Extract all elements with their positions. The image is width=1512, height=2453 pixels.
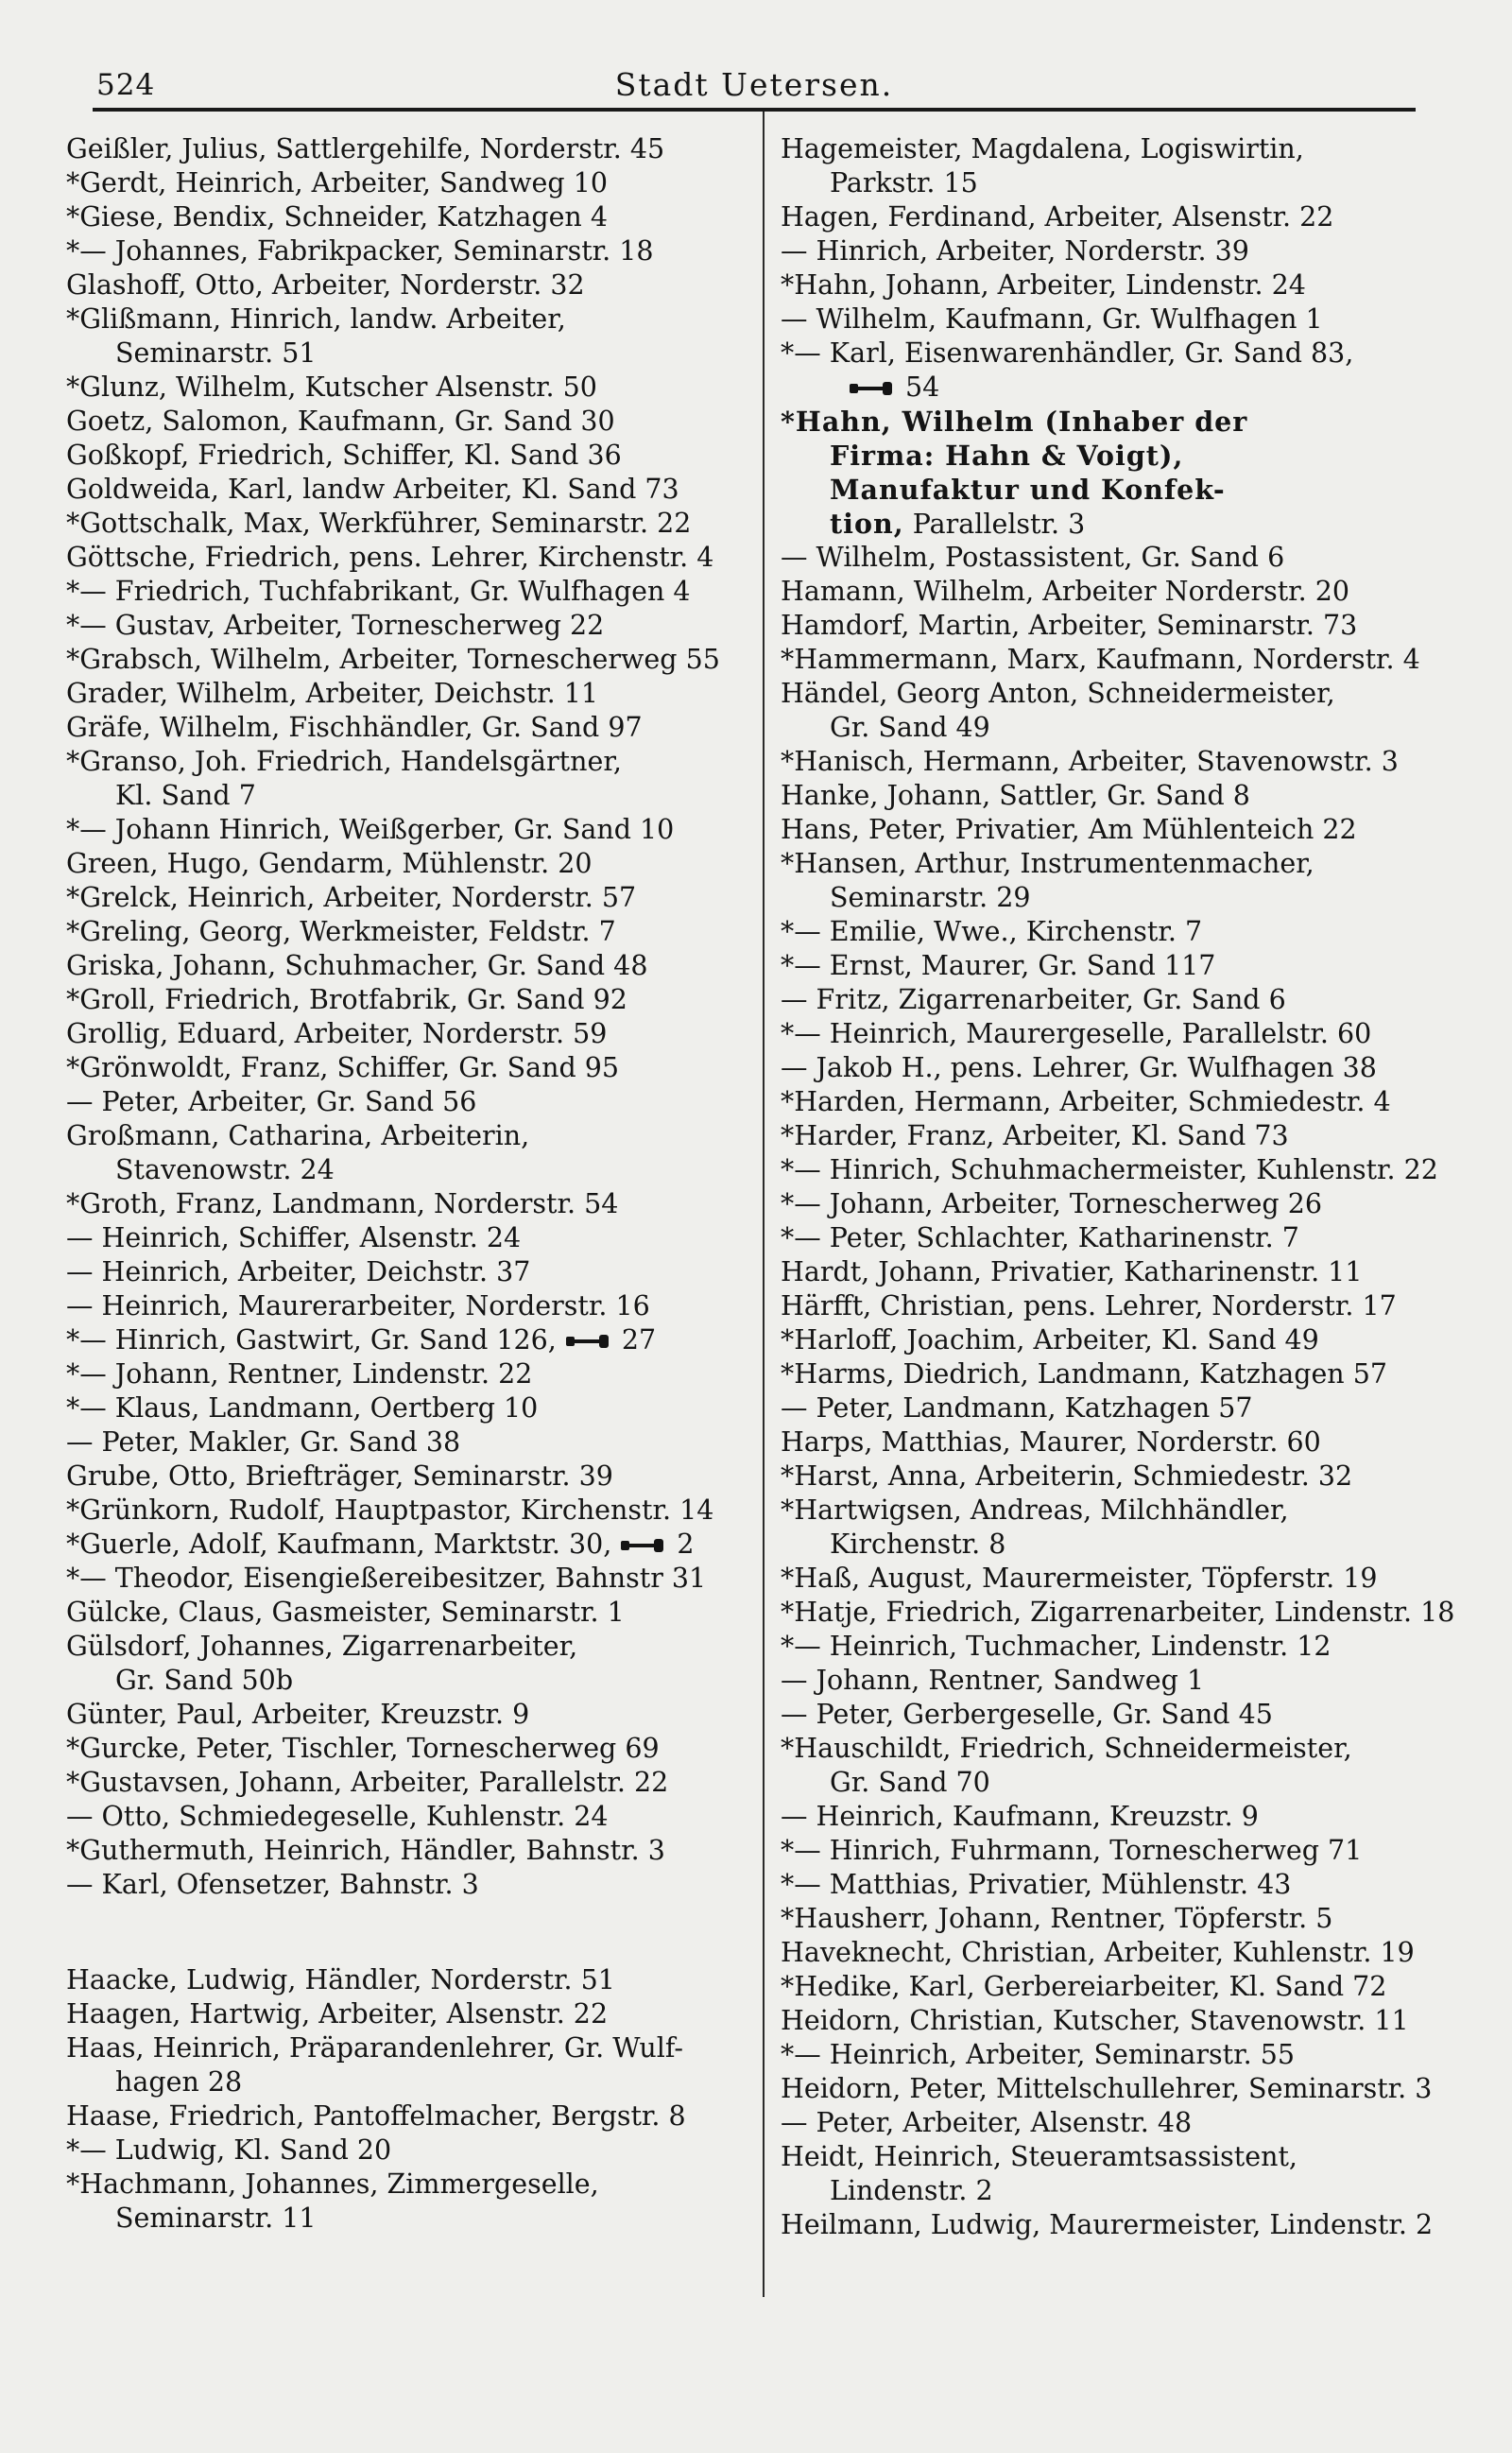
directory-entry-line [66,609,728,643]
entry-text: *Groll, Friedrich, Brotfabrik, Gr. Sand 92 [66,984,627,1015]
right-column [781,132,1470,2242]
directory-entry-line [66,1664,728,1698]
entry-text: — Peter, Arbeiter, Alsenstr. 48 [781,2107,1193,2138]
directory-entry-line [66,2133,728,2168]
entry-text: — Fritz, Zigarrenarbeiter, Gr. Sand 6 [781,984,1286,1015]
entry-text: *Harst, Anna, Arbeiterin, Schmiedestr. 32 [781,1460,1353,1492]
directory-entry-line [66,1494,728,1528]
directory-entry-line [781,541,1470,575]
directory-entry-line [66,2099,728,2133]
entry-text: *Hahn, Johann, Arbeiter, Lindenstr. 24 [781,269,1306,301]
directory-entry-line [781,2140,1470,2174]
entry-text: — Heinrich, Maurerarbeiter, Norderstr. 16 [66,1290,650,1322]
entry-text: Hans, Peter, Privatier, Am Mühlenteich 22 [781,814,1357,845]
entry-text: — Wilhelm, Postassistent, Gr. Sand 6 [781,542,1285,573]
directory-entry-line [66,915,728,949]
directory-entry-line [781,949,1470,983]
directory-entry-line [781,1834,1470,1868]
directory-entry-line [66,779,728,813]
directory-entry-line [66,302,728,337]
directory-entry-line [66,1119,728,1153]
entry-text: *Greling, Georg, Werkmeister, Feldstr. 7 [66,916,616,947]
entry-text: — Karl, Ofensetzer, Bahnstr. 3 [66,1869,479,1900]
directory-entry-line [781,2004,1470,2038]
entry-text: Grollig, Eduard, Arbeiter, Norderstr. 59 [66,1018,608,1049]
directory-entry-line [66,2168,728,2202]
directory-entry-line [781,1732,1470,1766]
page-header [93,49,1416,106]
entry-text: Heidorn, Christian, Kutscher, Stavenowstr. 11 [781,2005,1409,2036]
entry-text: Griska, Johann, Schuhmacher, Gr. Sand 48 [66,950,648,981]
directory-entry-line [781,1902,1470,1936]
entry-text: *Harloff, Joachim, Arbeiter, Kl. Sand 49 [781,1324,1319,1356]
directory-entry-line [66,1323,728,1357]
directory-entry-line [66,1732,728,1766]
directory-entry-line [781,609,1470,643]
directory-entry-line [66,337,728,371]
directory-entry-line [66,1766,728,1800]
entry-text: Parkstr. 15 [830,167,978,199]
directory-entry-line [66,1051,728,1085]
directory-entry-line [781,677,1470,711]
entry-text: *— Hinrich, Gastwirt, Gr. Sand 126, [66,1324,557,1356]
entry-text: Grube, Otto, Briefträger, Seminarstr. 39 [66,1460,613,1492]
entry-text: *Haß, August, Maurermeister, Töpferstr. 19 [781,1563,1378,1594]
directory-entry-line [66,745,728,779]
directory-entry-line [781,1936,1470,1970]
directory-entry-line [66,1255,728,1289]
directory-entry-line [66,1997,728,2031]
directory-entry-line [781,473,1470,507]
directory-entry-line [781,132,1470,166]
entry-text: Gülsdorf, Johannes, Zigarrenarbeiter, [66,1631,578,1662]
directory-entry-line [66,1289,728,1323]
entry-text: *— Friedrich, Tuchfabrikant, Gr. Wulfhagen 4 [66,576,691,607]
entry-text: *— Emilie, Wwe., Kirchenstr. 7 [781,916,1203,947]
entry-text: *Harder, Franz, Arbeiter, Kl. Sand 73 [781,1120,1289,1151]
entry-text: *— Theodor, Eisengießereibesitzer, Bahnstr 31 [66,1563,707,1594]
directory-entry-line [781,1323,1470,1357]
directory-entry-line [66,132,728,166]
directory-entry-line [781,1153,1470,1187]
entry-text: *Gerdt, Heinrich, Arbeiter, Sandweg 10 [66,167,608,199]
directory-entry-line [781,1051,1470,1085]
entry-text: *Grelck, Heinrich, Arbeiter, Norderstr. 57 [66,882,637,913]
directory-entry-line [781,1425,1470,1460]
directory-entry-line [781,439,1470,473]
directory-entry-line [66,1391,728,1425]
page-number: 524 [96,68,156,102]
directory-entry-line [781,1766,1470,1800]
directory-entry-line [781,779,1470,813]
directory-entry-line [66,268,728,302]
entry-text: — Wilhelm, Kaufmann, Gr. Wulfhagen 1 [781,303,1323,335]
entry-text: *— Heinrich, Tuchmacher, Lindenstr. 12 [781,1631,1332,1662]
entry-text: *Gustavsen, Johann, Arbeiter, Parallelstr. 22 [66,1767,669,1798]
entry-text: Green, Hugo, Gendarm, Mühlenstr. 20 [66,848,593,879]
entry-text: *Hachmann, Johannes, Zimmergeselle, [66,2168,599,2200]
directory-entry-line [781,2038,1470,2072]
directory-entry-line [66,575,728,609]
entry-text: *— Hinrich, Schuhmachermeister, Kuhlenstr. 22 [781,1154,1438,1185]
entry-text: *Guthermuth, Heinrich, Händler, Bahnstr. 3 [66,1835,665,1866]
entry-text: *Gottschalk, Max, Werkführer, Seminarstr. 22 [66,508,692,539]
directory-entry-line [781,2106,1470,2140]
directory-entry-line [781,983,1470,1017]
entry-text: *— Johann, Rentner, Lindenstr. 22 [66,1358,533,1390]
directory-entry-line [781,915,1470,949]
directory-entry-line [66,711,728,745]
running-title: Stadt Uetersen. [614,66,894,103]
directory-entry-line [781,1119,1470,1153]
entry-text: Goldweida, Karl, landw Arbeiter, Kl. Sand 73 [66,474,679,505]
entry-text: — Johann, Rentner, Sandweg 1 [781,1665,1205,1696]
entry-text: Haase, Friedrich, Pantoffelmacher, Bergstr. 8 [66,2100,686,2132]
directory-entry-line [781,881,1470,915]
directory-entry-line [66,1187,728,1221]
directory-entry-line [66,507,728,541]
entry-text: *Harden, Hermann, Arbeiter, Schmiedestr. 4 [781,1086,1391,1117]
entry-text: *Hedike, Karl, Gerbereiarbeiter, Kl. Sand 72 [781,1971,1387,2002]
entry-text: *— Ernst, Maurer, Gr. Sand 117 [781,950,1216,981]
entry-text: Kl. Sand 7 [115,780,256,811]
entry-text: *Gurcke, Peter, Tischler, Tornescherweg 69 [66,1733,660,1764]
directory-entry-line [781,371,1470,405]
entry-text: *Hanisch, Hermann, Arbeiter, Stavenowstr. 3 [781,746,1399,777]
directory-entry-line [781,1868,1470,1902]
entry-text: — Hinrich, Arbeiter, Norderstr. 39 [781,235,1249,267]
directory-entry-line [781,1800,1470,1834]
entry-text: *Guerle, Adolf, Kaufmann, Marktstr. 30, [66,1529,612,1560]
telephone-icon [849,379,896,398]
entry-text: — Peter, Arbeiter, Gr. Sand 56 [66,1086,477,1117]
entry-text: Goetz, Salomon, Kaufmann, Gr. Sand 30 [66,406,615,437]
entry-text: Gülcke, Claus, Gasmeister, Seminarstr. 1 [66,1597,625,1628]
directory-entry-line [66,2202,728,2236]
entry-text: Manufaktur und Konfek- [830,474,1226,506]
entry-text: Gr. Sand 49 [830,712,990,743]
entry-text: — Heinrich, Schiffer, Alsenstr. 24 [66,1222,522,1253]
directory-entry-line [66,371,728,405]
directory-entry-line [781,1698,1470,1732]
directory-entry-line [781,302,1470,337]
entry-text: *Hatje, Friedrich, Zigarrenarbeiter, Lindenstr. 18 [781,1597,1455,1628]
directory-entry-line [66,234,728,268]
directory-entry-line [781,2174,1470,2208]
entry-text: *— Gustav, Arbeiter, Tornescherweg 22 [66,610,605,641]
entry-text: Heidorn, Peter, Mittelschullehrer, Seminarstr. 3 [781,2073,1433,2104]
entry-text: Seminarstr. 11 [115,2203,317,2234]
directory-entry-line [66,1460,728,1494]
directory-entry-line [781,1460,1470,1494]
entry-text: *Hansen, Arthur, Instrumentenmacher, [781,848,1314,879]
directory-entry-line [66,677,728,711]
entry-text: *Granso, Joh. Friedrich, Handelsgärtner, [66,746,622,777]
entry-text: — Heinrich, Kaufmann, Kreuzstr. 9 [781,1801,1259,1832]
entry-text: Härfft, Christian, pens. Lehrer, Norderstr. 17 [781,1290,1397,1322]
entry-text: 54 [905,371,940,403]
entry-text: *— Johann Hinrich, Weißgerber, Gr. Sand 10 [66,814,675,845]
entry-text: Haagen, Hartwig, Arbeiter, Alsenstr. 22 [66,1998,609,2030]
directory-entry-line [66,1630,728,1664]
directory-entry-line [781,1494,1470,1528]
entry-text: *Hartwigsen, Andreas, Milchhändler, [781,1494,1289,1526]
directory-entry-line [781,2072,1470,2106]
entry-text: *Hahn, Wilhelm (Inhaber der [781,406,1248,438]
directory-entry-line [66,2065,728,2099]
entry-text: Händel, Georg Anton, Schneidermeister, [781,678,1335,709]
directory-entry-line [66,643,728,677]
directory-entry-line [66,1153,728,1187]
entry-text: Haas, Heinrich, Präparandenlehrer, Gr. Wulf- [66,2032,683,2064]
entry-text: — Peter, Landmann, Katzhagen 57 [781,1392,1253,1424]
directory-entry-line [781,1562,1470,1596]
entry-text: Lindenstr. 2 [830,2175,993,2206]
directory-entry-line [66,166,728,200]
entry-text: Haacke, Ludwig, Händler, Norderstr. 51 [66,1964,615,1995]
directory-entry-line [781,1017,1470,1051]
entry-text: *Glunz, Wilhelm, Kutscher Alsenstr. 50 [66,371,597,403]
directory-entry-line [781,711,1470,745]
telephone-icon [565,1332,612,1351]
directory-entry-line [781,1970,1470,2004]
entry-text: *— Hinrich, Fuhrmann, Tornescherweg 71 [781,1835,1363,1866]
directory-entry-line [781,234,1470,268]
entry-text: Seminarstr. 29 [830,882,1031,913]
entry-text: *Glißmann, Hinrich, landw. Arbeiter, [66,303,566,335]
entry-text: Heidt, Heinrich, Steueramtsassistent, [781,2141,1297,2172]
entry-text: *Hammermann, Marx, Kaufmann, Norderstr. 4 [781,644,1420,675]
directory-entry-line [66,1528,728,1562]
directory-entry-line [66,1698,728,1732]
directory-entry-line [781,575,1470,609]
directory-entry-line [66,439,728,473]
directory-entry-line [66,1562,728,1596]
entry-text: — Otto, Schmiedegeselle, Kuhlenstr. 24 [66,1801,609,1832]
entry-text: — Peter, Makler, Gr. Sand 38 [66,1426,461,1458]
entry-text: Günter, Paul, Arbeiter, Kreuzstr. 9 [66,1699,530,1730]
directory-entry-line [781,1596,1470,1630]
directory-entry-line [781,268,1470,302]
entry-text: *Giese, Bendix, Schneider, Katzhagen 4 [66,201,608,233]
directory-entry-line [66,541,728,575]
directory-entry-line [66,200,728,234]
entry-text: *— Johann, Arbeiter, Tornescherweg 26 [781,1188,1322,1219]
directory-entry-line [781,1187,1470,1221]
directory-entry-line [66,1834,728,1868]
directory-entry-line [66,949,728,983]
directory-entry-line [781,166,1470,200]
entry-text: hagen 28 [115,2066,243,2098]
entry-text: Seminarstr. 51 [115,337,317,369]
entry-text: — Peter, Gerbergeselle, Gr. Sand 45 [781,1699,1273,1730]
left-column [66,132,728,2236]
entry-text: Gr. Sand 50b [115,1665,294,1696]
directory-entry-line [781,813,1470,847]
directory-entry-line [781,1221,1470,1255]
directory-entry-line [781,847,1470,881]
directory-entry-line [66,2031,728,2065]
directory-entry-line [781,1357,1470,1391]
directory-entry-line [66,1017,728,1051]
directory-entry-line [66,1596,728,1630]
directory-entry-line [66,1221,728,1255]
directory-entry-line [781,1085,1470,1119]
entry-text: Glashoff, Otto, Arbeiter, Norderstr. 32 [66,269,585,301]
entry-text: Geißler, Julius, Sattlergehilfe, Norderstr. 45 [66,133,665,164]
directory-entry-line [66,1085,728,1119]
directory-entry-line [66,813,728,847]
directory-entry-line [781,1630,1470,1664]
phone-number: 27 [621,1324,657,1356]
entry-text: — Jakob H., pens. Lehrer, Gr. Wulfhagen 38 [781,1052,1377,1083]
entry-text: Hagen, Ferdinand, Arbeiter, Alsenstr. 22 [781,201,1334,233]
directory-entry-line [781,643,1470,677]
directory-entry-line [781,1664,1470,1698]
directory-entry-line [66,473,728,507]
directory-entry-line [781,200,1470,234]
entry-text: *— Heinrich, Arbeiter, Seminarstr. 55 [781,2039,1295,2070]
entry-text: Kirchenstr. 8 [830,1529,1006,1560]
entry-text: Hanke, Johann, Sattler, Gr. Sand 8 [781,780,1250,811]
entry-text: *Harms, Diedrich, Landmann, Katzhagen 57 [781,1358,1387,1390]
entry-text: *Grönwoldt, Franz, Schiffer, Gr. Sand 95 [66,1052,620,1083]
entry-text: Hamdorf, Martin, Arbeiter, Seminarstr. 73 [781,610,1358,641]
entry-text: *— Ludwig, Kl. Sand 20 [66,2134,392,2166]
entry-text: Gräfe, Wilhelm, Fischhändler, Gr. Sand 97 [66,712,643,743]
directory-entry-line [781,1391,1470,1425]
entry-text: Göttsche, Friedrich, pens. Lehrer, Kirchenstr. 4 [66,542,714,573]
entry-text: *— Johannes, Fabrikpacker, Seminarstr. 18 [66,235,654,267]
entry-text: *Hausherr, Johann, Rentner, Töpferstr. 5 [781,1903,1333,1934]
directory-entry-line [66,405,728,439]
entry-text: Hamann, Wilhelm, Arbeiter Norderstr. 20 [781,576,1350,607]
entry-text: Hardt, Johann, Privatier, Katharinenstr. 11 [781,1256,1363,1287]
entry-text: Grader, Wilhelm, Arbeiter, Deichstr. 11 [66,678,599,709]
entry-text: Gr. Sand 70 [830,1767,990,1798]
entry-text: Harps, Matthias, Maurer, Norderstr. 60 [781,1426,1321,1458]
directory-entry-line [781,745,1470,779]
directory-entry-line [66,881,728,915]
entry-text: *— Klaus, Landmann, Oertberg 10 [66,1392,539,1424]
entry-text: *Hauschildt, Friedrich, Schneidermeister, [781,1733,1352,1764]
directory-entry-line [781,337,1470,371]
entry-text: Hagemeister, Magdalena, Logiswirtin, [781,133,1304,164]
entry-text: *— Peter, Schlachter, Katharinenstr. 7 [781,1222,1299,1253]
entry-text: *Groth, Franz, Landmann, Norderstr. 54 [66,1188,619,1219]
entry-text: tion, Parallelstr. 3 [830,508,1086,540]
directory-entry-line [66,847,728,881]
directory-entry-line [781,405,1470,439]
directory-entry-line [66,983,728,1017]
entry-text: Haveknecht, Christian, Arbeiter, Kuhlenstr. 19 [781,1937,1415,1968]
directory-entry-line [66,1963,728,1997]
directory-entry-line [66,1800,728,1834]
entry-text: *Grünkorn, Rudolf, Hauptpastor, Kirchenstr. 14 [66,1494,714,1526]
entry-text: *— Matthias, Privatier, Mühlenstr. 43 [781,1869,1292,1900]
directory-entry-line [66,1868,728,1902]
telephone-icon [620,1536,667,1555]
phone-number: 2 [677,1529,695,1560]
entry-text: *— Heinrich, Maurergeselle, Parallelstr. 60 [781,1018,1372,1049]
entry-text: Großmann, Catharina, Arbeiterin, [66,1120,530,1151]
section-gap [66,1902,728,1963]
column-divider [763,112,765,2297]
entry-text: Goßkopf, Friedrich, Schiffer, Kl. Sand 36 [66,440,622,471]
directory-entry-line [781,1289,1470,1323]
directory-entry-line [66,1357,728,1391]
entry-text: *— Karl, Eisenwarenhändler, Gr. Sand 83, [781,337,1354,369]
directory-entry-line [781,507,1470,541]
entry-text: — Heinrich, Arbeiter, Deichstr. 37 [66,1256,531,1287]
entry-text: Heilmann, Ludwig, Maurermeister, Lindenstr. 2 [781,2209,1434,2240]
directory-entry-line [781,1255,1470,1289]
entry-text: Stavenowstr. 24 [115,1154,335,1185]
entry-text: Firma: Hahn & Voigt), [830,440,1184,472]
header-rule [93,108,1416,112]
entry-text: *Grabsch, Wilhelm, Arbeiter, Tornescherweg 55 [66,644,720,675]
directory-entry-line [781,1528,1470,1562]
directory-entry-line [781,2208,1470,2242]
directory-entry-line [66,1425,728,1460]
